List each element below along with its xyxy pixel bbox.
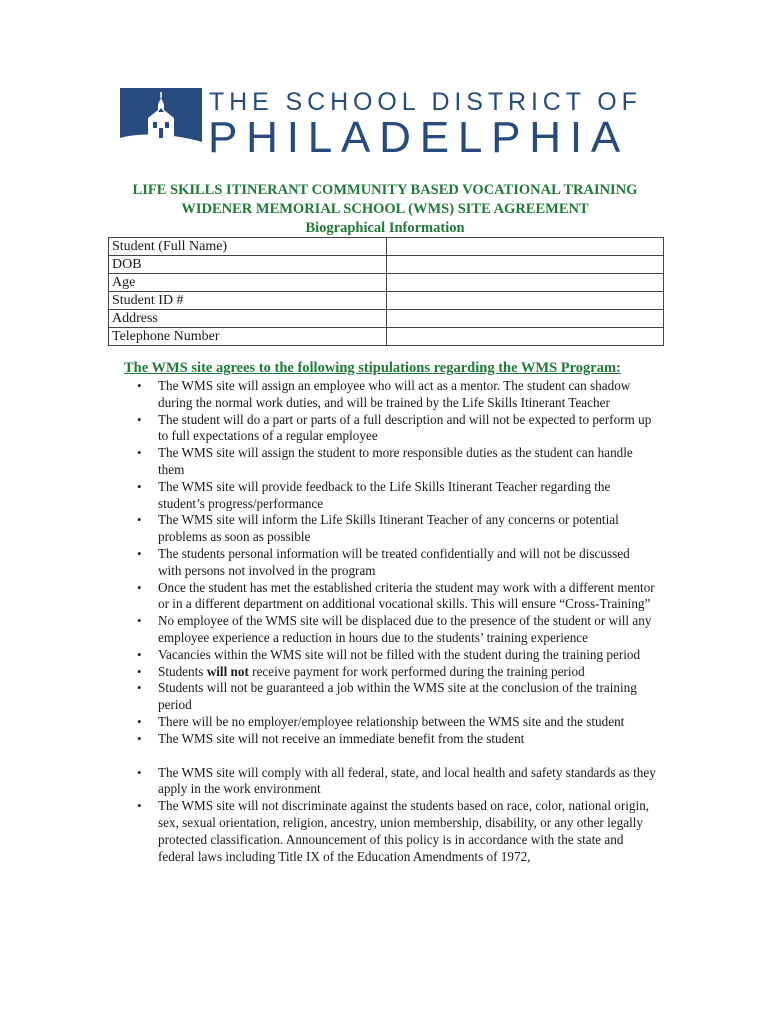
table-row [109, 274, 664, 292]
table-row [109, 292, 664, 310]
list-item: • The WMS site will assign the student to more responsible duties as the student can handle them [136, 445, 656, 479]
field-label: Student (Full Name) [109, 238, 387, 256]
field-label: DOB [109, 256, 387, 274]
field-label: Telephone Number [109, 328, 387, 346]
list-item: • No employee of the WMS site will be displaced due to the presence of the student or will any employee experience a reduction in hours due to the students’ training experience [136, 613, 656, 647]
list-item: • The student will do a part or parts of a full description and will not be expected to perform up to full expectations of a regular employee [136, 412, 656, 446]
schoolhouse-logo-icon [120, 88, 202, 158]
list-item: • Once the student has met the established criteria the student may work with a different mentor or in a different department on additional vocational skills. This will ensure “Cross-Training” [136, 580, 656, 614]
list-item: • The WMS site will inform the Life Skills Itinerant Teacher of any concerns or potential problems as soon as possible [136, 512, 656, 546]
list-item: • The WMS site will provide feedback to the Life Skills Itinerant Teacher regarding the student’s progress/performance [136, 479, 656, 513]
field-value[interactable] [387, 256, 664, 274]
field-label: Student ID # [109, 292, 387, 310]
list-item: • The WMS site will assign an employee who will act as a mentor. The student can shadow during the normal work duties, and will be trained by the Life Skills Itinerant Teacher [136, 378, 656, 412]
list-item: • The WMS site will not receive an immediate benefit from the student [136, 731, 656, 748]
field-value[interactable] [387, 292, 664, 310]
stipulations-heading: The WMS site agrees to the following stipulations regarding the WMS Program: [124, 360, 621, 376]
biographical-info-table [108, 237, 664, 346]
list-item: • The WMS site will comply with all federal, state, and local health and safety standards as they apply in the work environment [136, 765, 656, 799]
field-value[interactable] [387, 274, 664, 292]
list-item: • The students personal information will be treated confidentially and will not be discussed with persons not involved in the program [136, 546, 656, 580]
stipulations-list [136, 378, 656, 865]
list-item: • Students will not be guaranteed a job within the WMS site at the conclusion of the training period [136, 680, 656, 714]
field-value[interactable] [387, 310, 664, 328]
list-item-text: Students [158, 663, 207, 679]
field-label: Age [109, 274, 387, 292]
field-label: Address [109, 310, 387, 328]
table-row [109, 328, 664, 346]
list-item: • The WMS site will not discriminate against the students based on race, color, national origin, sex, sexual orientation, religion, ancestry, union membership, disability, or any other legally protected classification. Announcement of this policy is in accordance with the state and federal laws including Title IX of the Education Amendments of 1972, [136, 798, 656, 865]
logo-line-1: THE SCHOOL DISTRICT OF [209, 88, 642, 116]
list-item: • There will be no employer/employee relationship between the WMS site and the student [136, 714, 656, 731]
list-item: • Vacancies within the WMS site will not be filled with the student during the training period [136, 647, 656, 664]
document-title-line-2: WIDENER MEMORIAL SCHOOL (WMS) SITE AGREEMENT [181, 201, 589, 217]
document-title-line-1: LIFE SKILLS ITINERANT COMMUNITY BASED VOCATIONAL TRAINING [132, 182, 638, 198]
district-logo [120, 88, 660, 160]
list-item [136, 664, 656, 681]
table-row [109, 256, 664, 274]
field-value[interactable] [387, 328, 664, 346]
table-row [109, 238, 664, 256]
section-subtitle: Biographical Information [305, 220, 465, 236]
list-item-text: receive payment for work performed during the training period [248, 663, 585, 679]
table-row [109, 310, 664, 328]
list-item-emphasis: will not [206, 663, 249, 679]
logo-line-2: PHILADELPHIA [208, 113, 630, 162]
field-value[interactable] [387, 238, 664, 256]
